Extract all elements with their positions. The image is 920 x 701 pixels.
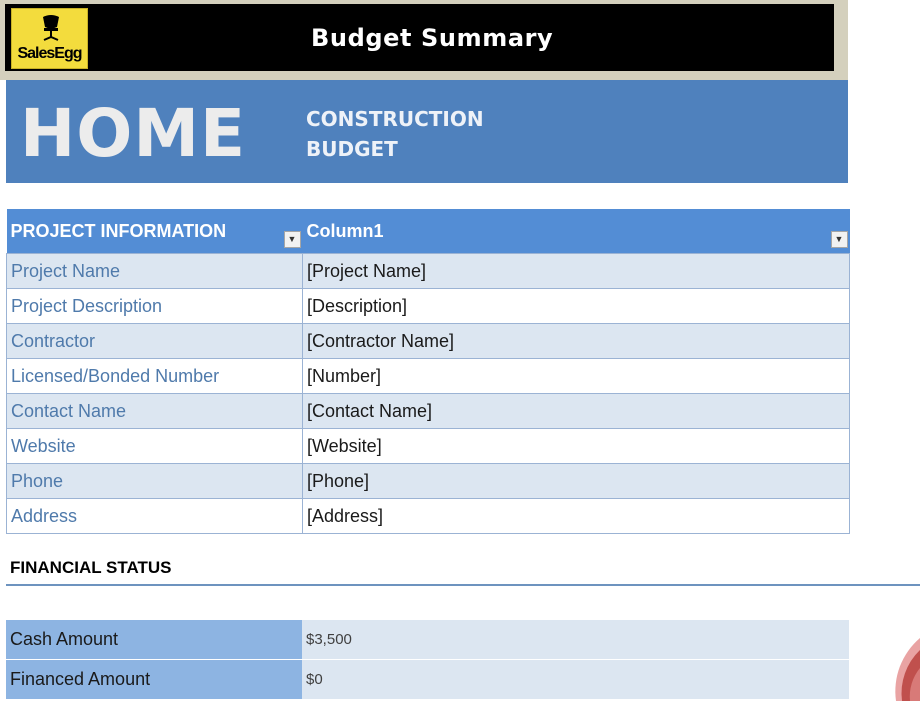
row-value[interactable]: [Phone] <box>303 464 850 499</box>
financial-label[interactable]: Financed Amount <box>6 660 302 700</box>
row-value[interactable]: [Project Name] <box>303 254 850 289</box>
column-header-label: Column1 <box>306 220 384 241</box>
dropdown-arrow-icon[interactable]: ▼ <box>284 231 301 248</box>
row-label[interactable]: Project Description <box>7 289 303 324</box>
table-header-row <box>7 209 850 254</box>
chair-icon <box>39 13 63 43</box>
financial-label[interactable]: Cash Amount <box>6 620 302 660</box>
table-row <box>7 429 850 464</box>
table-row <box>7 254 850 289</box>
column-header-column1[interactable] <box>303 209 850 254</box>
row-value[interactable]: [Website] <box>303 429 850 464</box>
row-label[interactable]: Contact Name <box>7 394 303 429</box>
table-row <box>7 324 850 359</box>
project-information-table <box>6 209 850 534</box>
table-row <box>6 660 849 700</box>
row-label[interactable]: Address <box>7 499 303 534</box>
hero-title: HOME <box>20 95 247 172</box>
table-row <box>7 464 850 499</box>
section-divider <box>6 584 920 586</box>
hero-banner <box>6 80 848 183</box>
row-label[interactable]: Project Name <box>7 254 303 289</box>
row-label[interactable]: Contractor <box>7 324 303 359</box>
title-bar <box>5 4 834 71</box>
table-row <box>6 620 849 660</box>
page-title: Budget Summary <box>311 24 554 52</box>
row-label[interactable]: Licensed/Bonded Number <box>7 359 303 394</box>
pie-chart-fragment <box>890 630 920 701</box>
row-value[interactable]: [Address] <box>303 499 850 534</box>
row-value[interactable]: [Contact Name] <box>303 394 850 429</box>
row-label[interactable]: Website <box>7 429 303 464</box>
row-label[interactable]: Phone <box>7 464 303 499</box>
financial-status-table <box>6 620 849 700</box>
column-header-project-information[interactable] <box>7 209 303 254</box>
table-row <box>7 394 850 429</box>
dropdown-arrow-icon[interactable]: ▼ <box>831 231 848 248</box>
hero-subtitle-line1: CONSTRUCTION <box>306 107 484 131</box>
financial-value[interactable]: $0 <box>302 660 849 700</box>
hero-subtitle <box>306 104 484 164</box>
financial-status-heading: FINANCIAL STATUS <box>10 558 172 577</box>
row-value[interactable]: [Contractor Name] <box>303 324 850 359</box>
logo-text: SalesEgg <box>17 45 82 62</box>
financial-value[interactable]: $3,500 <box>302 620 849 660</box>
hero-subtitle-line2: BUDGET <box>306 137 398 161</box>
table-row <box>7 499 850 534</box>
table-row <box>7 289 850 324</box>
column-header-label: PROJECT INFORMATION <box>10 220 227 241</box>
row-value[interactable]: [Description] <box>303 289 850 324</box>
salesegg-logo[interactable] <box>11 8 88 69</box>
row-value[interactable]: [Number] <box>303 359 850 394</box>
table-row <box>7 359 850 394</box>
